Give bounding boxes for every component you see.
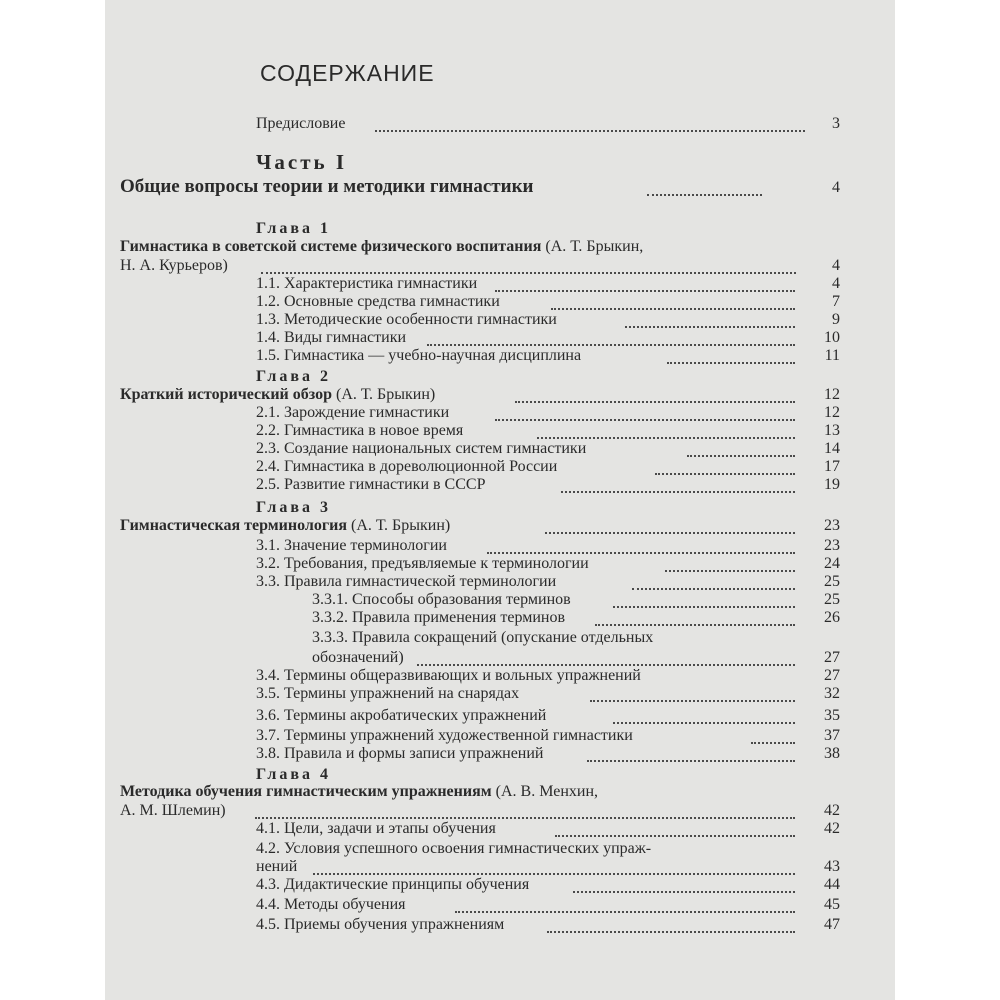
dot-leader [751, 742, 795, 744]
toc-entry-page: 45 [824, 896, 840, 913]
chapter-authors: (А. В. Менхин, [491, 783, 599, 800]
chapter-title [120, 239, 643, 255]
dot-leader [375, 130, 805, 132]
toc-entry-page: 35 [824, 707, 840, 724]
toc-entry: 4.3. Дидактические принципы обучения [256, 876, 530, 893]
toc-entry-page: 11 [824, 347, 840, 364]
dot-leader [255, 817, 795, 819]
dot-leader [495, 290, 795, 292]
toc-entry-page: 14 [824, 440, 840, 457]
chapter-page: 4 [832, 257, 840, 274]
toc-entry-line2: нений [256, 858, 298, 875]
part-label: Часть I [256, 150, 348, 174]
dot-leader [537, 437, 795, 439]
chapter-title [120, 387, 435, 403]
toc-entry-page: 47 [824, 916, 840, 933]
toc-entry: 1.4. Виды гимнастики [256, 329, 407, 346]
dot-leader [667, 362, 795, 364]
toc-entry: 3.3.2. Правила применения терминов [312, 609, 566, 626]
chapter-page: 23 [824, 517, 840, 534]
toc-heading: СОДЕРЖАНИЕ [260, 60, 435, 86]
dot-leader [647, 194, 762, 196]
toc-entry: 3.6. Термины акробатических упражнений [256, 707, 547, 724]
toc-entry: 1.3. Методические особенности гимнастики [256, 311, 557, 328]
chapter-title-bold: Гимнастическая терминология [120, 517, 347, 534]
toc-entry-page: 9 [832, 311, 840, 328]
toc-entry: 2.3. Создание национальных систем гимнастики [256, 440, 587, 457]
toc-entry-page: 27 [824, 667, 840, 684]
dot-leader [515, 401, 795, 403]
dot-leader [573, 891, 795, 893]
toc-entry: 4.5. Приемы обучения упражнениям [256, 916, 505, 933]
dot-leader [665, 570, 795, 572]
dot-leader [595, 624, 795, 626]
toc-entry-page: 38 [824, 745, 840, 762]
chapter-label: Глава 3 [256, 499, 331, 516]
toc-entry: 2.5. Развитие гимнастики в СССР [256, 476, 486, 493]
toc-entry-page: 12 [824, 404, 840, 421]
part-page: 4 [832, 179, 840, 196]
toc-entry: 3.7. Термины упражнений художественной гимнастики [256, 727, 633, 744]
dot-leader [632, 588, 795, 590]
chapter-title-bold: Краткий исторический обзор [120, 386, 332, 403]
toc-entry: 3.2. Требования, предъявляемые к терминологии [256, 555, 589, 572]
toc-entry-page: 23 [824, 537, 840, 554]
chapter-page: 42 [824, 802, 840, 819]
toc-entry-page: 27 [824, 649, 840, 666]
toc-entry-page: 32 [824, 685, 840, 702]
dot-leader [687, 455, 795, 457]
toc-entry-page: 37 [824, 727, 840, 744]
toc-entry-page: 19 [824, 476, 840, 493]
chapter-title-bold: Методика обучения гимнастическим упражнениям [120, 783, 492, 800]
chapter-authors: (А. Т. Брыкин) [332, 386, 436, 403]
dot-leader [555, 835, 795, 837]
dot-leader [613, 722, 795, 724]
toc-entry-page: 17 [824, 458, 840, 475]
dot-leader [655, 473, 795, 475]
toc-entry: 2.1. Зарождение гимнастики [256, 404, 450, 421]
toc-entry: 4.2. Условия успешного освоения гимнастических упраж- [256, 840, 652, 857]
chapter-title [120, 784, 598, 800]
chapter-title [120, 518, 450, 534]
toc-entry-page: 26 [824, 609, 840, 626]
toc-entry-page: 44 [824, 876, 840, 893]
preface-page: 3 [832, 115, 840, 132]
chapter-label: Глава 4 [256, 766, 331, 783]
dot-leader [427, 344, 795, 346]
dot-leader [561, 491, 795, 493]
dot-leader [487, 552, 795, 554]
dot-leader [590, 700, 795, 702]
toc-entry: 3.1. Значение терминологии [256, 537, 447, 554]
chapter-title-line2: Н. А. Курьеров) [120, 257, 228, 274]
toc-entry: 3.3.3. Правила сокращений (опускание отдельных [312, 629, 654, 646]
toc-entry-page: 43 [824, 858, 840, 875]
dot-leader [545, 532, 795, 534]
chapter-label: Глава 2 [256, 368, 331, 385]
toc-entry-line2: обозначений) [312, 649, 404, 666]
toc-entry: 2.4. Гимнастика в дореволюционной России [256, 458, 558, 475]
dot-leader [261, 272, 796, 274]
toc-entry-page: 13 [824, 422, 840, 439]
toc-entry-page: 25 [824, 591, 840, 608]
book-page [105, 0, 895, 1000]
toc-entry-page: 10 [824, 329, 840, 346]
toc-entry: 4.4. Методы обучения [256, 896, 406, 913]
part-title: Общие вопросы теории и методики гимнастики [120, 176, 534, 197]
toc-entry: 1.5. Гимнастика — учебно-научная дисциплина [256, 347, 582, 364]
dot-leader [625, 326, 795, 328]
toc-entry: 3.8. Правила и формы записи упражнений [256, 745, 544, 762]
toc-entry-page: 24 [824, 555, 840, 572]
toc-entry: 3.3.1. Способы образования терминов [312, 591, 571, 608]
toc-entry: 1.1. Характеристика гимнастики [256, 275, 478, 292]
toc-entry: 1.2. Основные средства гимнастики [256, 293, 500, 310]
chapter-label: Глава 1 [256, 220, 331, 237]
chapter-title-line2: А. М. Шлемин) [120, 802, 226, 819]
dot-leader [455, 911, 795, 913]
toc-entry: 2.2. Гимнастика в новое время [256, 422, 464, 439]
preface-label: Предисловие [256, 115, 346, 132]
toc-entry: 3.4. Термины общеразвивающих и вольных упражнений [256, 667, 641, 684]
toc-entry-page: 25 [824, 573, 840, 590]
chapter-authors: (А. Т. Брыкин, [541, 238, 644, 255]
dot-leader [313, 873, 795, 875]
toc-entry: 3.3. Правила гимнастической терминологии [256, 573, 557, 590]
toc-entry-page: 7 [832, 293, 840, 310]
chapter-title-bold: Гимнастика в советской системе физического воспитания [120, 238, 542, 255]
toc-entry-page: 4 [832, 275, 840, 292]
dot-leader [587, 760, 795, 762]
dot-leader [613, 606, 795, 608]
dot-leader [417, 664, 795, 666]
dot-leader [547, 931, 795, 933]
dot-leader [495, 419, 795, 421]
chapter-authors: (А. Т. Брыкин) [347, 517, 451, 534]
dot-leader [551, 308, 795, 310]
toc-entry: 4.1. Цели, задачи и этапы обучения [256, 820, 496, 837]
toc-entry-page: 42 [824, 820, 840, 837]
chapter-page: 12 [824, 386, 840, 403]
toc-entry: 3.5. Термины упражнений на снарядах [256, 685, 520, 702]
